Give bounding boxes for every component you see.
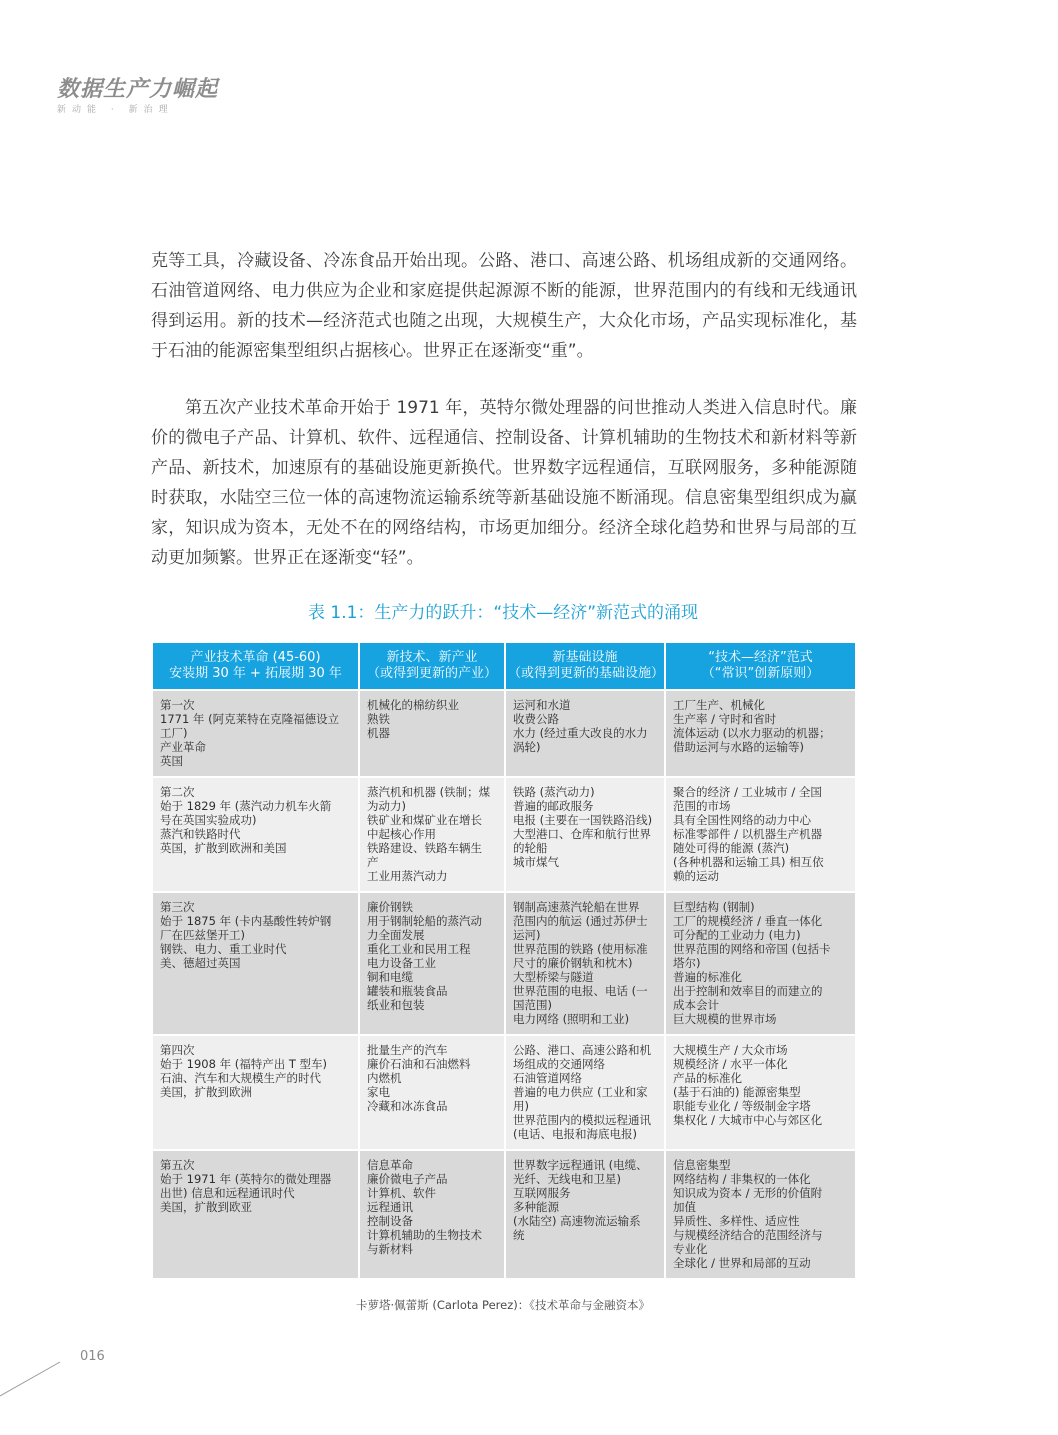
brand-block bbox=[57, 76, 218, 116]
corner-decoration bbox=[0, 1360, 70, 1400]
cell-line: 机器 bbox=[367, 726, 390, 740]
table-cell bbox=[152, 777, 359, 892]
cell-line: 与规模经济结合的范围经济与 bbox=[673, 1228, 823, 1242]
table-cell bbox=[505, 777, 665, 892]
cell-line: 世界范围的铁路 (使用标准 bbox=[513, 942, 648, 956]
cell-line: 成本会计 bbox=[673, 998, 719, 1012]
table-cell bbox=[505, 690, 665, 777]
table-cell bbox=[665, 777, 856, 892]
cell-line: 流体运动 (以水力驱动的机器； bbox=[673, 726, 831, 740]
cell-line: 力全面发展 bbox=[367, 928, 425, 942]
cell-line: 1771 年 (阿克莱特在克隆福德设立 bbox=[160, 712, 340, 726]
cell-line: 蒸汽机和机器 (铁制；煤 bbox=[367, 785, 491, 799]
cell-line: 知识成为资本 / 无形的价值附 bbox=[673, 1186, 823, 1200]
cell-line: 世界范围的网络和帝国 (包括卡 bbox=[673, 942, 831, 956]
table-row bbox=[152, 892, 856, 1035]
table-cell bbox=[359, 1150, 505, 1279]
cell-line: 冷藏和冰冻食品 bbox=[367, 1099, 448, 1113]
cell-line: 厂在匹兹堡开工) bbox=[160, 928, 245, 942]
table-row bbox=[152, 1035, 856, 1150]
cell-line: 巨型结构 (钢制) bbox=[673, 900, 755, 914]
table-cell bbox=[152, 892, 359, 1035]
cell-line: 中起核心作用 bbox=[367, 827, 436, 841]
cell-line: 全球化 / 世界和局部的互动 bbox=[673, 1256, 811, 1270]
cell-line: 城市煤气 bbox=[513, 855, 559, 869]
cell-line: (各种机器和运输工具) 相互依 bbox=[673, 855, 824, 869]
cell-line: 具有全国性网络的动力中心 bbox=[673, 813, 811, 827]
cell-line: 罐装和瓶装食品 bbox=[367, 984, 448, 998]
cell-line: 普遍的邮政服务 bbox=[513, 799, 594, 813]
table-cell bbox=[359, 892, 505, 1035]
cell-line: 大规模生产 / 大众市场 bbox=[673, 1043, 788, 1057]
cell-line: 廉价微电子产品 bbox=[367, 1172, 448, 1186]
cell-line: 控制设备 bbox=[367, 1214, 413, 1228]
paragraph-1 bbox=[151, 246, 857, 366]
cell-line: 集权化 / 大城市中心与郊区化 bbox=[673, 1113, 823, 1127]
cell-line: 工厂生产、机械化 bbox=[673, 698, 765, 712]
cell-line: 第五次 bbox=[160, 1158, 195, 1172]
table-cell bbox=[665, 1035, 856, 1150]
table-cell bbox=[152, 1150, 359, 1279]
cell-line: 计算机、软件 bbox=[367, 1186, 436, 1200]
cell-line: 信息密集型 bbox=[673, 1158, 731, 1172]
header-revolution: 产业技术革命 (45-60) 安装期 30 年 + 拓展期 30 年 bbox=[152, 642, 359, 690]
cell-line: 范围内的航运 (通过苏伊士 bbox=[513, 914, 648, 928]
cell-line: 公路、港口、高速公路和机 bbox=[513, 1043, 651, 1057]
cell-line: 英国，扩散到欧洲和美国 bbox=[160, 841, 287, 855]
cell-line: 工厂的规模经济 / 垂直一体化 bbox=[673, 914, 823, 928]
cell-line: 美国，扩散到欧洲 bbox=[160, 1085, 252, 1099]
cell-line: 普遍的电力供应 (工业和家 bbox=[513, 1085, 648, 1099]
table-body bbox=[152, 690, 856, 1279]
table-cell bbox=[665, 1150, 856, 1279]
cell-line: 始于 1971 年 (英特尔的微处理器 bbox=[160, 1172, 332, 1186]
cell-line: 家电 bbox=[367, 1085, 390, 1099]
cell-line: 异质性、多样性、适应性 bbox=[673, 1214, 800, 1228]
cell-line: 场组成的交通网络 bbox=[513, 1057, 605, 1071]
table-cell bbox=[359, 777, 505, 892]
cell-line: 塔尔) bbox=[673, 956, 701, 970]
cell-line: 为动力) bbox=[367, 799, 406, 813]
cell-line: (电话、电报和海底电报) bbox=[513, 1127, 637, 1141]
paragraph-2 bbox=[151, 393, 857, 573]
cell-line: 始于 1829 年 (蒸汽动力机车火箭 bbox=[160, 799, 332, 813]
cell-line: 国范围) bbox=[513, 998, 552, 1012]
cell-line: 铜和电缆 bbox=[367, 970, 413, 984]
cell-line: 普遍的标准化 bbox=[673, 970, 742, 984]
cell-line: 铁路 (蒸汽动力) bbox=[513, 785, 595, 799]
cell-line: 职能专业化 / 等级制金字塔 bbox=[673, 1099, 811, 1113]
cell-line: 第一次 bbox=[160, 698, 195, 712]
table-row bbox=[152, 690, 856, 777]
source-citation: 卡萝塔·佩蕾斯 (Carlota Perez)：《技术革命与金融资本》 bbox=[356, 1298, 650, 1312]
cell-line: 聚合的经济 / 工业城市 / 全国 bbox=[673, 785, 822, 799]
brand-title: 数据生产力崛起 bbox=[57, 77, 219, 102]
cell-line: 产 bbox=[367, 855, 379, 869]
cell-line: 机械化的棉纺织业 bbox=[367, 698, 459, 712]
cell-line: 蒸汽和铁路时代 bbox=[160, 827, 241, 841]
cell-line: 产业革命 bbox=[160, 740, 206, 754]
cell-line: 借助运河与水路的运输等) bbox=[673, 740, 804, 754]
cell-line: 规模经济 / 水平一体化 bbox=[673, 1057, 788, 1071]
cell-line: 大型港口、仓库和航行世界 bbox=[513, 827, 651, 841]
cell-line: 电报 (主要在一国铁路沿线) bbox=[513, 813, 653, 827]
cell-line: (水陆空) 高速物流运输系 bbox=[513, 1214, 641, 1228]
header-infrastructure: 新基础设施 （或得到更新的基础设施） bbox=[505, 642, 665, 690]
page-number: 016 bbox=[80, 1349, 105, 1364]
table-cell bbox=[665, 892, 856, 1035]
cell-line: 的轮船 bbox=[513, 841, 548, 855]
cell-line: 廉价石油和石油燃料 bbox=[367, 1057, 471, 1071]
cell-line: 工厂) bbox=[160, 726, 188, 740]
cell-line: 重化工业和民用工程 bbox=[367, 942, 471, 956]
cell-line: 第四次 bbox=[160, 1043, 195, 1057]
cell-line: 内燃机 bbox=[367, 1071, 402, 1085]
cell-line: 互联网服务 bbox=[513, 1186, 571, 1200]
table-title: 表 1.1：生产力的跃升：“技术—经济”新范式的涌现 bbox=[307, 603, 699, 623]
cell-line: 赖的运动 bbox=[673, 869, 719, 883]
cell-line: 纸业和包装 bbox=[367, 998, 425, 1012]
table-cell bbox=[505, 1035, 665, 1150]
cell-line: 加值 bbox=[673, 1200, 696, 1214]
cell-line: 多种能源 bbox=[513, 1200, 559, 1214]
revolution-table bbox=[151, 641, 857, 1280]
cell-line: 第二次 bbox=[160, 785, 195, 799]
paragraph-text: 克等工具，冷藏设备、冷冻食品开始出现。公路、港口、高速公路、机场组成新的交通网络。石油管道网络、电力供应为企业和家庭提供起源源不断的能源，世界范围内的有线和无线通讯得到运用。新的技术—经济范式也随之出现，大规模生产，大众化市场，产品实现标准化，基于石油的能源密集型组织占据核心。世界正在逐渐变“重”。 bbox=[151, 251, 857, 361]
cell-line: 计算机辅助的生物技术 bbox=[367, 1228, 482, 1242]
cell-line: 英国 bbox=[160, 754, 183, 768]
cell-line: 网络结构 / 非集权的一体化 bbox=[673, 1172, 811, 1186]
cell-line: 涡轮) bbox=[513, 740, 541, 754]
cell-line: 专业化 bbox=[673, 1242, 708, 1256]
table-cell bbox=[665, 690, 856, 777]
cell-line: 光纤、无线电和卫星) bbox=[513, 1172, 621, 1186]
cell-line: 运河和水道 bbox=[513, 698, 571, 712]
cell-line: 可分配的工业动力 (电力) bbox=[673, 928, 801, 942]
brand-subtitle: 新动能 · 新治理 bbox=[57, 105, 174, 115]
table-header-row bbox=[152, 642, 856, 690]
table-cell bbox=[359, 1035, 505, 1150]
table-cell bbox=[505, 892, 665, 1035]
cell-line: 随处可得的能源 (蒸汽) bbox=[673, 841, 790, 855]
header-paradigm: “技术—经济”范式 （“常识”创新原则） bbox=[665, 642, 856, 690]
cell-line: 电力网络 (照明和工业) bbox=[513, 1012, 630, 1026]
cell-line: 始于 1875 年 (卡内基酸性转炉钢 bbox=[160, 914, 332, 928]
cell-line: 美、德超过英国 bbox=[160, 956, 241, 970]
header-new-tech: 新技术、新产业 （或得到更新的产业） bbox=[359, 642, 505, 690]
cell-line: 运河) bbox=[513, 928, 541, 942]
cell-line: 号在英国实验成功) bbox=[160, 813, 257, 827]
cell-line: 世界范围的电报、电话 (一 bbox=[513, 984, 648, 998]
cell-line: (基于石油的) 能源密集型 bbox=[673, 1085, 801, 1099]
cell-line: 巨大规模的世界市场 bbox=[673, 1012, 777, 1026]
cell-line: 出于控制和效率目的而建立的 bbox=[673, 984, 823, 998]
paragraph-text: 第五次产业技术革命开始于 1971 年，英特尔微处理器的问世推动人类进入信息时代。廉价的微电子产品、计算机、软件、远程通信、控制设备、计算机辅助的生物技术和新材料等新产品、新技术，加速原有的基础设施更新换代。世界数字远程通信，互联网服务，多种能源随时获取，水陆空三位一体的高速物流运输系统等新基础设施不断涌现。信息密集型组织成为赢家，知识成为资本，无处不在的网络结构，市场更加细分。经济全球化趋势和世界与局部的互动更加频繁。世界正在逐渐变“轻”。 bbox=[151, 398, 857, 568]
cell-line: 熟铁 bbox=[367, 712, 390, 726]
table-cell bbox=[152, 1035, 359, 1150]
cell-line: 石油管道网络 bbox=[513, 1071, 582, 1085]
cell-line: 水力 (经过重大改良的水力 bbox=[513, 726, 648, 740]
cell-line: 世界范围内的模拟远程通讯 bbox=[513, 1113, 651, 1127]
cell-line: 信息革命 bbox=[367, 1158, 413, 1172]
cell-line: 美国，扩散到欧亚 bbox=[160, 1200, 252, 1214]
table-cell bbox=[359, 690, 505, 777]
table-cell bbox=[505, 1150, 665, 1279]
cell-line: 收费公路 bbox=[513, 712, 559, 726]
cell-line: 钢制高速蒸汽轮船在世界 bbox=[513, 900, 640, 914]
cell-line: 尺寸的廉价钢轨和枕木) bbox=[513, 956, 633, 970]
cell-line: 钢铁、电力、重工业时代 bbox=[160, 942, 287, 956]
cell-line: 世界数字远程通讯 (电缆、 bbox=[513, 1158, 648, 1172]
cell-line: 生产率 / 守时和省时 bbox=[673, 712, 777, 726]
cell-line: 出世) 信息和远程通讯时代 bbox=[160, 1186, 295, 1200]
cell-line: 电力设备工业 bbox=[367, 956, 436, 970]
cell-line: 石油、汽车和大规模生产的时代 bbox=[160, 1071, 321, 1085]
cell-line: 大型桥梁与隧道 bbox=[513, 970, 594, 984]
cell-line: 统 bbox=[513, 1228, 525, 1242]
cell-line: 标准零部件 / 以机器生产机器 bbox=[673, 827, 823, 841]
cell-line: 与新材料 bbox=[367, 1242, 413, 1256]
cell-line: 工业用蒸汽动力 bbox=[367, 869, 448, 883]
cell-line: 远程通讯 bbox=[367, 1200, 413, 1214]
cell-line: 始于 1908 年 (福特产出 T 型车) bbox=[160, 1057, 328, 1071]
table-cell bbox=[152, 690, 359, 777]
cell-line: 范围的市场 bbox=[673, 799, 731, 813]
cell-line: 批量生产的汽车 bbox=[367, 1043, 448, 1057]
cell-line: 铁路建设、铁路车辆生 bbox=[367, 841, 482, 855]
table-row bbox=[152, 777, 856, 892]
cell-line: 铁矿业和煤矿业在增长 bbox=[367, 813, 482, 827]
cell-line: 产品的标准化 bbox=[673, 1071, 742, 1085]
cell-line: 廉价钢铁 bbox=[367, 900, 413, 914]
cell-line: 用于钢制轮船的蒸汽动 bbox=[367, 914, 482, 928]
cell-line: 用) bbox=[513, 1099, 529, 1113]
cell-line: 第三次 bbox=[160, 900, 195, 914]
table-row bbox=[152, 1150, 856, 1279]
